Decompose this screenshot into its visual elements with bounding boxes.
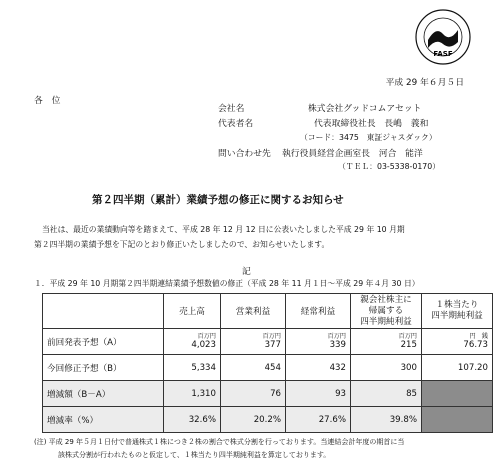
row-label-previous: 前回発表予想（A） xyxy=(43,329,164,355)
cell-value: 20.2% xyxy=(221,407,286,433)
header-eps-line-2: 四半期純利益 xyxy=(431,311,483,321)
ki-mark: 記 xyxy=(242,267,251,277)
unit-label: 百万円 xyxy=(262,332,281,340)
cell xyxy=(351,329,422,355)
rep-label: 代表者名 xyxy=(218,119,254,129)
note-line-1: (注) 平成 29 年５月１日付で普通株式１株につき２株の割合で株式分割を行っております。当連結会計年度の期首に当 xyxy=(34,438,405,446)
header-eps xyxy=(422,294,493,329)
table-row xyxy=(43,355,493,381)
unit-label: 百万円 xyxy=(327,332,346,340)
rep-name: 代表取締役社長 長嶋 義和 xyxy=(314,119,429,129)
header-net-income-line-2: 帰属する xyxy=(368,305,404,316)
header-sales: 売上高 xyxy=(164,294,221,329)
header-net-income-line-1: 親会社株主に xyxy=(360,294,412,305)
header-operating-income: 営業利益 xyxy=(221,294,286,329)
cell-blank xyxy=(422,381,493,407)
header-net-income-line-3: 四半期純利益 xyxy=(360,316,412,327)
cell-value: 300 xyxy=(351,355,422,381)
cell xyxy=(422,329,493,355)
table-row xyxy=(43,381,493,407)
page-title: 第２四半期（累計）業績予想の修正に関するお知らせ xyxy=(92,194,344,206)
company-label: 会社名 xyxy=(218,104,245,114)
header-net-income xyxy=(351,294,422,329)
cell-value: 339 xyxy=(329,339,346,350)
fasf-logo xyxy=(414,8,472,66)
logo-text: FASF xyxy=(433,50,453,58)
contact-tel: （ＴＥＬ：03-5338-0170） xyxy=(338,162,441,171)
cell-value: 215 xyxy=(400,339,417,350)
contact-name: 執行役員経営企画室長 河合 能洋 xyxy=(282,149,423,159)
cell-value: 1,310 xyxy=(164,381,221,407)
table-row xyxy=(43,407,493,433)
table-row xyxy=(43,329,493,355)
header-ordinary-income: 経常利益 xyxy=(286,294,351,329)
cell-value: 76.73 xyxy=(463,339,488,350)
header-empty-cell xyxy=(43,294,164,329)
date: 平成 29 年６月５日 xyxy=(385,78,464,88)
body-line-2: 第２四半期の業績予想を下記のとおり修正いたしましたので、お知らせいたします。 xyxy=(34,240,330,249)
cell xyxy=(286,329,351,355)
note-line-2: 該株式分割が行われたものと仮定して、１株当たり四半期純利益を算定しております。 xyxy=(58,451,331,459)
row-label-change-amount: 増減額（B－A） xyxy=(43,381,164,407)
header-eps-line-1: １株当たり xyxy=(435,300,479,310)
cell-value: 27.6% xyxy=(286,407,351,433)
cell-value: 377 xyxy=(264,339,281,350)
cell-value: 32.6% xyxy=(164,407,221,433)
stock-code: （コード：3475 東証ジャスダック） xyxy=(300,133,437,142)
cell-value: 76 xyxy=(221,381,286,407)
cell xyxy=(221,329,286,355)
cell-value: 5,334 xyxy=(164,355,221,381)
forecast-table xyxy=(42,293,493,433)
unit-label: 百万円 xyxy=(398,332,417,340)
cell xyxy=(164,329,221,355)
body-line-1: 当社は、最近の業績動向等を踏まえて、平成 28 年 12 月 12 日に公表いたしました平成 29 年 10 月期 xyxy=(42,225,405,234)
cell-value: 85 xyxy=(351,381,422,407)
unit-label: 百万円 xyxy=(197,332,216,340)
section-heading: １．平成 29 年 10 月期第２四半期連結業績予想数値の修正（平成 28 年 11 月１日～平成 29 年４月 30 日） xyxy=(34,279,420,288)
table-header-row xyxy=(43,294,493,329)
cell-blank xyxy=(422,407,493,433)
cell-value: 93 xyxy=(286,381,351,407)
cell-value: 107.20 xyxy=(422,355,493,381)
company-name: 株式会社グッドコムアセット xyxy=(308,104,422,114)
cell-value: 432 xyxy=(286,355,351,381)
row-label-revised: 今回修正予想（B） xyxy=(43,355,164,381)
row-label-change-rate: 増減率（%） xyxy=(43,407,164,433)
cell-value: 4,023 xyxy=(191,339,216,350)
unit-label: 円 銭 xyxy=(469,332,488,340)
addressee: 各 位 xyxy=(34,96,61,106)
contact-label: 問い合わせ先 xyxy=(218,149,271,159)
cell-value: 39.8% xyxy=(351,407,422,433)
cell-value: 454 xyxy=(221,355,286,381)
